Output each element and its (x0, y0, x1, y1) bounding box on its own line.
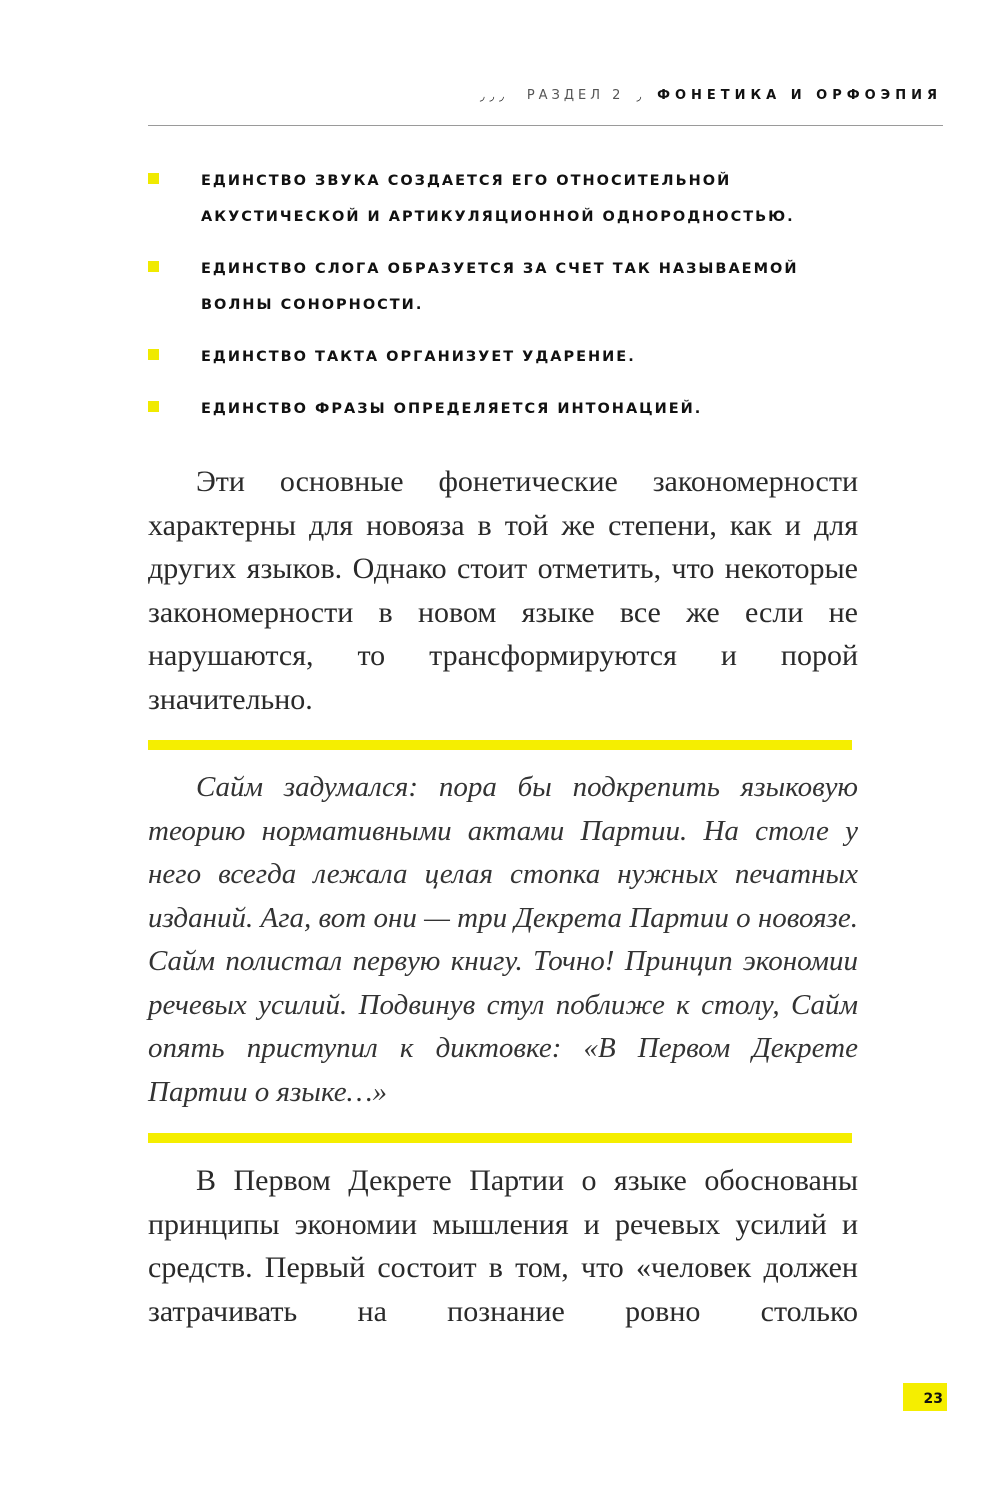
bullet-item (148, 339, 868, 375)
quote-bottom-divider (148, 1133, 852, 1143)
header-section-label: РАЗДЕЛ 2 (526, 88, 625, 103)
bullet-text: ЕДИНСТВО ЗВУКА СОЗДАЕТСЯ ЕГО ОТНОСИТЕЛЬНОЙ АКУСТИЧЕСКОЙ И АРТИКУЛЯЦИОННОЙ ОДНОРОДНОСТЬЮ. (201, 173, 795, 225)
header-decorative-marks: ◞◞◞ (479, 88, 509, 103)
header-separator-mark: ◞ (636, 88, 646, 103)
header-chapter-title: ФОНЕТИКА И ОРФОЭПИЯ (657, 88, 942, 103)
bullet-text: ЕДИНСТВО ТАКТА ОРГАНИЗУЕТ УДАРЕНИЕ. (201, 349, 636, 365)
bullet-item (148, 251, 868, 323)
running-header (480, 88, 942, 103)
yellow-square-bullet-icon (148, 261, 159, 272)
page-number: 23 (903, 1383, 947, 1411)
yellow-square-bullet-icon (148, 349, 159, 360)
bullet-list (148, 163, 868, 443)
italic-narrative-quote: Сайм задумался: пора бы подкрепить языковую теорию нормативными актами Партии. На столе у него всегда лежала целая стопка нужных печатных изданий. Ага, вот они — три Декрета Партии о новоязе. Сайм полистал первую книгу. Точно! Принцип экономии речевых усилий. Подвинув стул поближе к столу, Сайм опять приступил к диктовке: «В Первом Декрете Партии о языке…» (148, 771, 858, 1108)
body-paragraph-2: В Первом Декрете Партии о языке обоснованы принципы экономии мышления и речевых усилий и средств. Первый состоит в том, что «человек должен затрачивать на познание ровно столько (148, 1164, 858, 1328)
bullet-item (148, 391, 868, 427)
header-divider (148, 125, 943, 126)
bullet-text: ЕДИНСТВО ФРАЗЫ ОПРЕДЕЛЯЕТСЯ ИНТОНАЦИЕЙ. (201, 401, 703, 417)
bullet-item (148, 163, 868, 235)
bullet-text: ЕДИНСТВО СЛОГА ОБРАЗУЕТСЯ ЗА СЧЕТ ТАК НАЗЫВАЕМОЙ ВОЛНЫ СОНОРНОСТИ. (201, 261, 799, 313)
yellow-square-bullet-icon (148, 401, 159, 412)
yellow-square-bullet-icon (148, 173, 159, 184)
quote-top-divider (148, 740, 852, 750)
body-paragraph-1: Эти основные фонетические закономерности характерны для новояза в той же степени, как и для других языков. Однако стоит отметить, что некоторые закономерности в новом языке все же если не нарушаются, то трансформируются и порой значительно. (148, 465, 858, 716)
